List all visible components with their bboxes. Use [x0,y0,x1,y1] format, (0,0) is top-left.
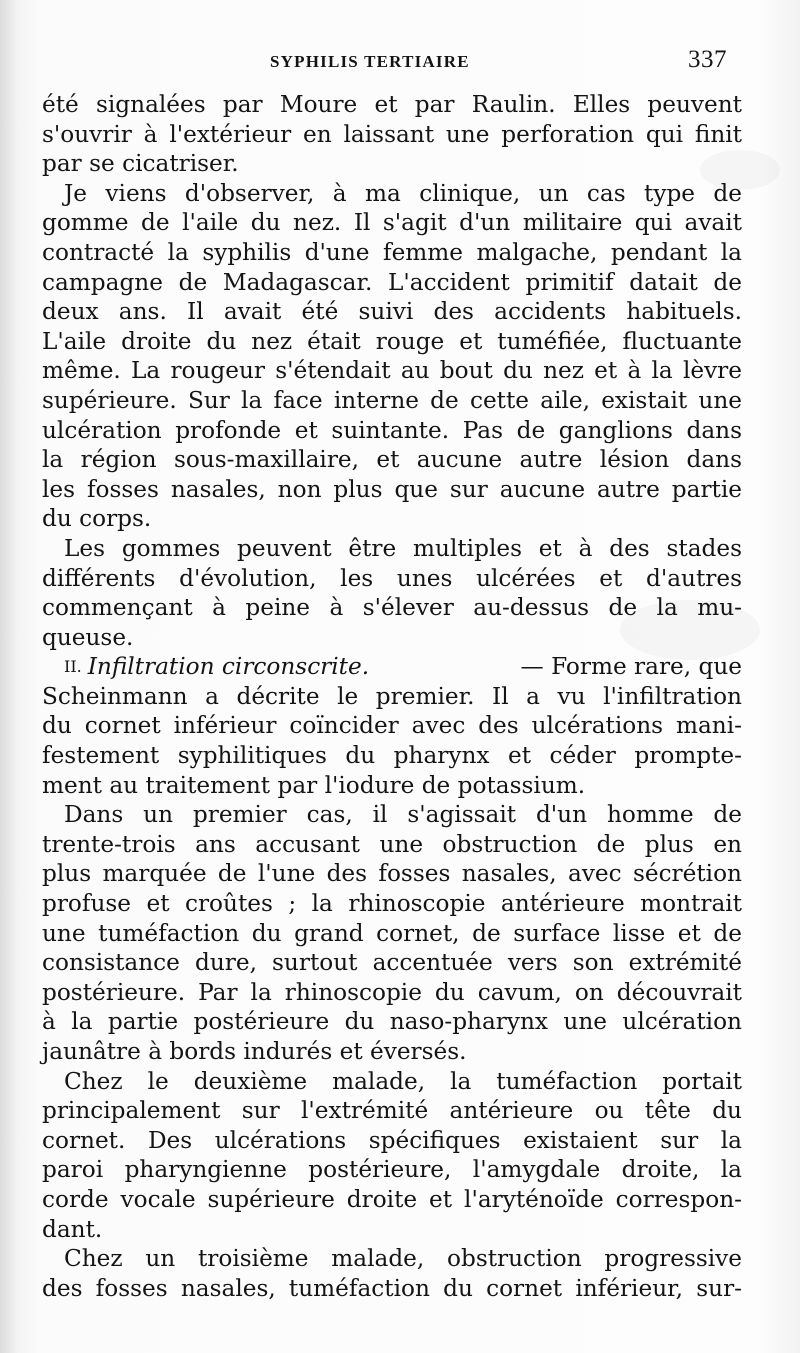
text-line: supérieure. Sur la face interne de cette aile, existait une [42,386,742,414]
text-line: cornet. Des ulcérations spécifiques existaient sur la [42,1126,742,1154]
text-line: Chez un troisième malade, obstruction progressive [64,1245,742,1273]
text-line: plus marquée de l'une des fosses nasales, avec sécrétion [42,860,742,888]
text-line: dant. [42,1215,103,1243]
text-line: des fosses nasales, tuméfaction du cornet inférieur, sur- [42,1274,742,1302]
text-line: commençant à peine à s'élever au-dessus de la mu- [42,594,742,622]
section-heading-line [42,652,742,682]
text-line: ulcération profonde et suintante. Pas de ganglions dans [42,416,742,444]
text-line: principalement sur l'extrémité antérieure ou tête du [42,1097,742,1125]
text-line: Je viens d'observer, à ma clinique, un cas type de [64,179,742,207]
text-line: Les gommes peuvent être multiples et à des stades [64,534,742,562]
text-line: gomme de l'aile du nez. Il s'agit d'un militaire qui avait [42,209,742,237]
running-title: SYPHILIS TERTIAIRE [270,52,470,71]
text-line: contracté la syphilis d'une femme malgache, pendant la [42,238,742,266]
spacer [369,652,520,682]
body-text [42,90,742,1303]
section-number: II. [64,657,82,677]
text-line: consistance dure, surtout accentuée vers son extrémité [42,949,742,977]
text-line: une tuméfaction du grand cornet, de surface lisse et de [42,919,742,947]
text-line: même. La rougeur s'étendait au bout du nez et à la lèvre [42,357,742,385]
text-line: été signalées par Moure et par Raulin. Elles peuvent [42,91,742,118]
text-line: campagne de Madagascar. L'accident primitif datait de [42,268,742,296]
text-line: du cornet inférieur coïncider avec des ulcérations mani- [42,712,742,740]
text-line: L'aile droite du nez était rouge et tuméfiée, fluctuante [42,327,742,355]
text-line: trente-trois ans accusant une obstruction de plus en [42,830,742,858]
text-line: Chez le deuxième malade, la tuméfaction portait [64,1067,742,1095]
text-line: du corps. [42,505,152,533]
text-line: jaunâtre à bords indurés et éversés. [42,1038,467,1065]
text-line: Scheinmann a décrite le premier. Il a vu l'infiltration [42,682,742,710]
page-number: 337 [688,46,727,73]
text-line: paroi pharyngienne postérieure, l'amygdale droite, la [42,1156,742,1184]
text-line: deux ans. Il avait été suivi des accidents habituels. [42,298,742,326]
text-line: profuse et croûtes ; la rhinoscopie antérieure montrait [42,890,742,918]
running-head [0,44,800,80]
text-line: différents d'évolution, les unes ulcérées et d'autres [42,564,742,592]
text-line: les fosses nasales, non plus que sur aucune autre partie [42,475,742,503]
text-line: festement syphilitiques du pharynx et céder prompte- [42,742,742,770]
text-line: s'ouvrir à l'extérieur en laissant une perforation qui finit [42,120,742,148]
text-line: par se cicatriser. [42,150,239,178]
text-line: à la partie postérieure du naso-pharynx une ulcération [42,1008,742,1036]
section-lead: — Forme rare, que [520,653,742,681]
text-line: postérieure. Par la rhinoscopie du cavum, on découvrait [42,978,742,1006]
text-line: queuse. [42,623,134,651]
text-line: Dans un premier cas, il s'agissait d'un homme de [64,801,742,829]
section-title: Infiltration circonscrite. [87,653,370,681]
text-line: la région sous-maxillaire, et aucune autre lésion dans [42,446,742,474]
text-line: corde vocale supérieure droite et l'aryténoïde correspon- [42,1185,742,1213]
text-line: ment au traitement par l'iodure de potassium. [42,771,586,799]
